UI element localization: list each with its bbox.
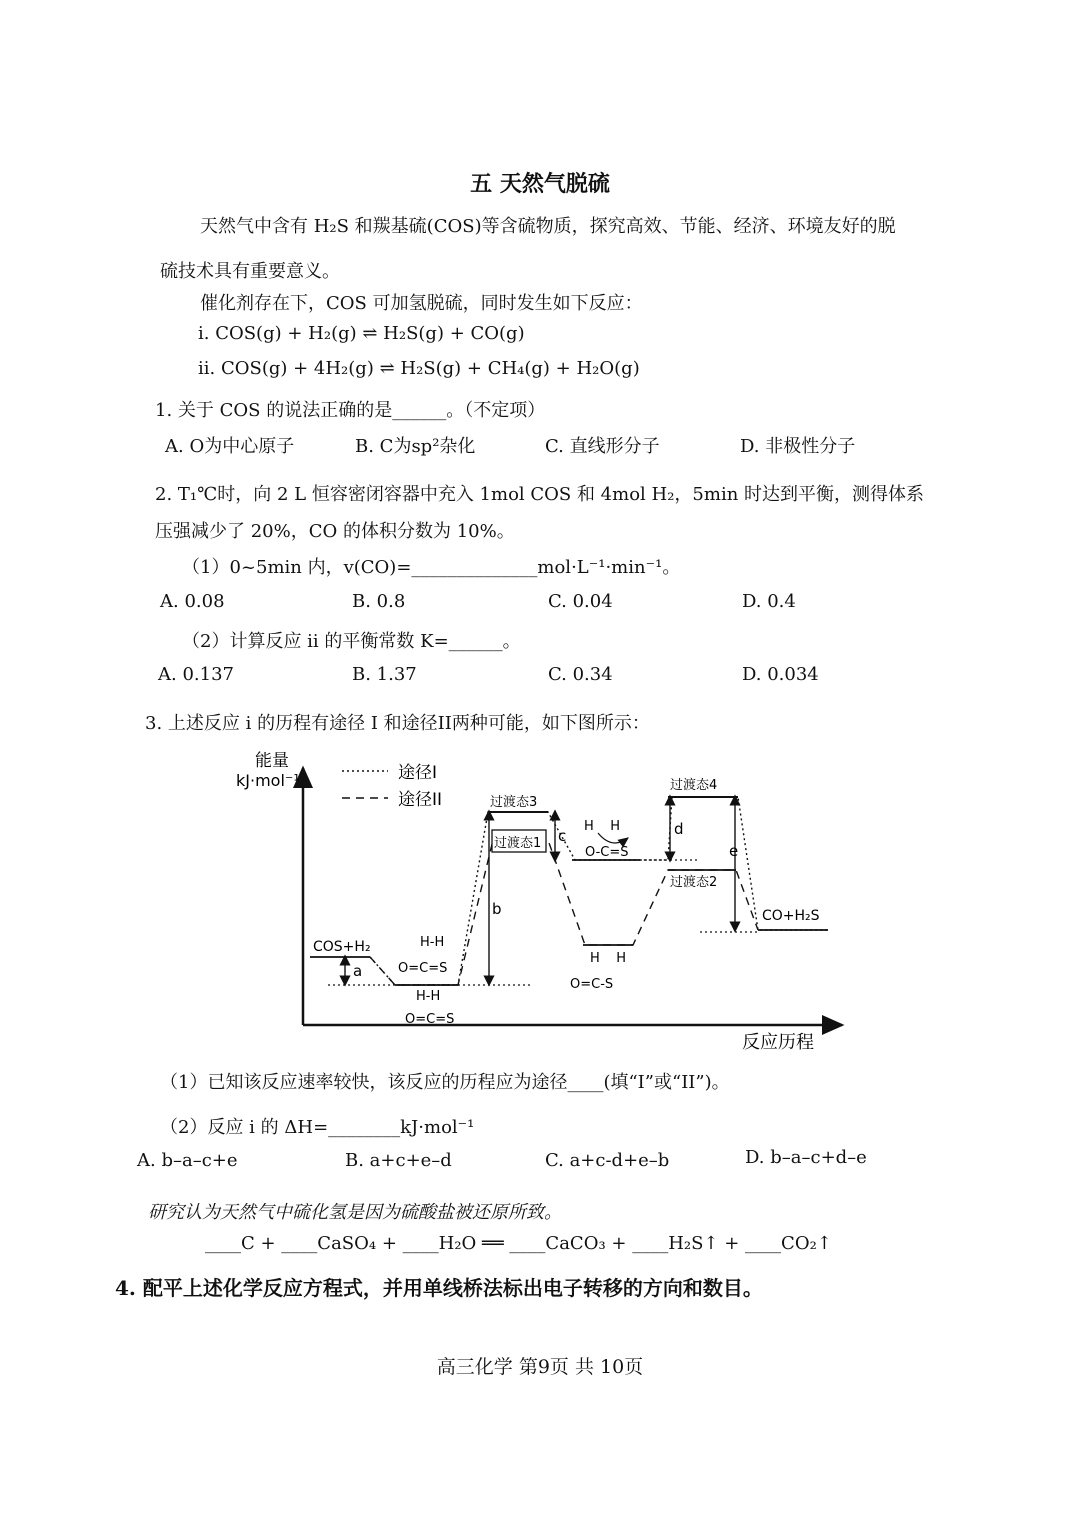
reaction-i: i. COS(g) + H₂(g) ⇌ H₂S(g) + CO(g) (198, 323, 525, 344)
q2-stem-2: 压强减少了 20%，CO 的体积分数为 10%。 (155, 521, 515, 542)
q3-sub1: （1）已知该反应速率较快，该反应的历程应为途径____(填“I”或“II”)。 (160, 1072, 730, 1093)
intro-line-2: 硫技术具有重要意义。 (160, 261, 340, 282)
ts2-label: 过渡态2 (670, 875, 718, 890)
mol-top-arrow (598, 833, 628, 843)
q4-stem: 4. 配平上述化学反应方程式，并用单线桥法标出电子转移的方向和数目。 (115, 1276, 763, 1300)
q2-sub2-option-d[interactable]: D. 0.034 (742, 664, 819, 685)
mol-h-top: H H (584, 819, 621, 834)
q2-sub2-option-c[interactable]: C. 0.34 (548, 664, 613, 685)
label-c: c (558, 827, 567, 845)
label-d: d (674, 820, 684, 838)
mol-ocs-low: O=C-S (570, 977, 614, 992)
q1-option-d[interactable]: D. 非极性分子 (740, 436, 856, 457)
section-title: 五 天然气脱硫 (470, 172, 610, 197)
q2-sub1-option-d[interactable]: D. 0.4 (742, 591, 796, 612)
label-a: a (353, 962, 363, 980)
mol-h-low: H H (590, 951, 627, 966)
mol-hh-2: H-H (416, 989, 441, 1004)
q3-sub2-option-d[interactable]: D. b–a–c+d–e (745, 1147, 867, 1168)
sulfate-intro: 研究认为天然气中硫化氢是因为硫酸盐被还原所致。 (148, 1202, 562, 1223)
q3-sub2-option-a[interactable]: A. b–a–c+e (137, 1150, 238, 1171)
label-e: e (729, 842, 739, 860)
intro-line-1: 天然气中含有 H₂S 和羰基硫(COS)等含硫物质，探究高效、节能、经济、环境友好的脱 (200, 216, 896, 237)
mol-ocs-top: O-C=S (585, 845, 629, 860)
q2-sub1-option-c[interactable]: C. 0.04 (548, 591, 613, 612)
q2-sub1-option-a[interactable]: A. 0.08 (160, 591, 225, 612)
q2-stem-1: 2. T₁℃时，向 2 L 恒容密闭容器中充入 1mol COS 和 4mol H₂，5min 时达到平衡，测得体系 (155, 484, 925, 505)
q1-option-a[interactable]: A. O为中心原子 (165, 436, 295, 457)
ts4-label: 过渡态4 (670, 778, 718, 793)
intro-line-3: 催化剂存在下，COS 可加氢脱硫，同时发生如下反应： (200, 293, 643, 314)
q3-sub2-option-c[interactable]: C. a+c-d+e–b (545, 1150, 670, 1171)
q3-sub2-option-b[interactable]: B. a+c+e–d (345, 1150, 452, 1171)
legend-path-2-label: 途径II (398, 790, 443, 810)
q2-sub2-option-a[interactable]: A. 0.137 (158, 664, 234, 685)
reaction-ii: ii. COS(g) + 4H₂(g) ⇌ H₂S(g) + CH₄(g) + H₂O(g) (198, 358, 640, 379)
x-axis-label: 反应历程 (742, 1032, 814, 1053)
legend-path-1-label: 途径I (398, 763, 438, 783)
ts3-label: 过渡态3 (490, 795, 538, 810)
q2-sub1-option-b[interactable]: B. 0.8 (352, 591, 406, 612)
page-footer: 高三化学 第9页 共 10页 (436, 1356, 644, 1378)
product-label: CO+H₂S (762, 908, 820, 924)
q1-option-b[interactable]: B. C为sp²杂化 (355, 436, 476, 457)
sulfate-equation: ____C + ____CaSO₄ + ____H₂O ══ ____CaCO₃ + ____H₂S↑ + ____CO₂↑ (205, 1233, 832, 1254)
q1-option-c[interactable]: C. 直线形分子 (545, 436, 660, 457)
q2-sub2-option-b[interactable]: B. 1.37 (352, 664, 417, 685)
mol-hh-1: H-H (420, 935, 445, 950)
y-axis-label-1: 能量 (255, 751, 289, 771)
q1-stem: 1. 关于 COS 的说法正确的是______。（不定项） (155, 400, 546, 421)
reactant-label: COS+H₂ (313, 939, 371, 955)
y-axis-label-2: kJ·mol⁻¹ (236, 771, 300, 790)
ts1-label: 过渡态1 (494, 836, 542, 851)
q3-sub2: （2）反应 i 的 ΔH=________kJ·mol⁻¹ (160, 1117, 475, 1138)
q2-sub2: （2）计算反应 ii 的平衡常数 K=______。 (182, 631, 521, 652)
label-b: b (492, 900, 502, 918)
mol-ocs-2: O=C=S (405, 1012, 455, 1027)
q3-stem: 3. 上述反应 i 的历程有途径 I 和途径II两种可能，如下图所示： (145, 713, 650, 734)
q2-sub1: （1）0~5min 内，v(CO)=______________mol·L⁻¹·min⁻¹。 (182, 557, 681, 578)
mol-ocs-1: O=C=S (398, 961, 448, 976)
